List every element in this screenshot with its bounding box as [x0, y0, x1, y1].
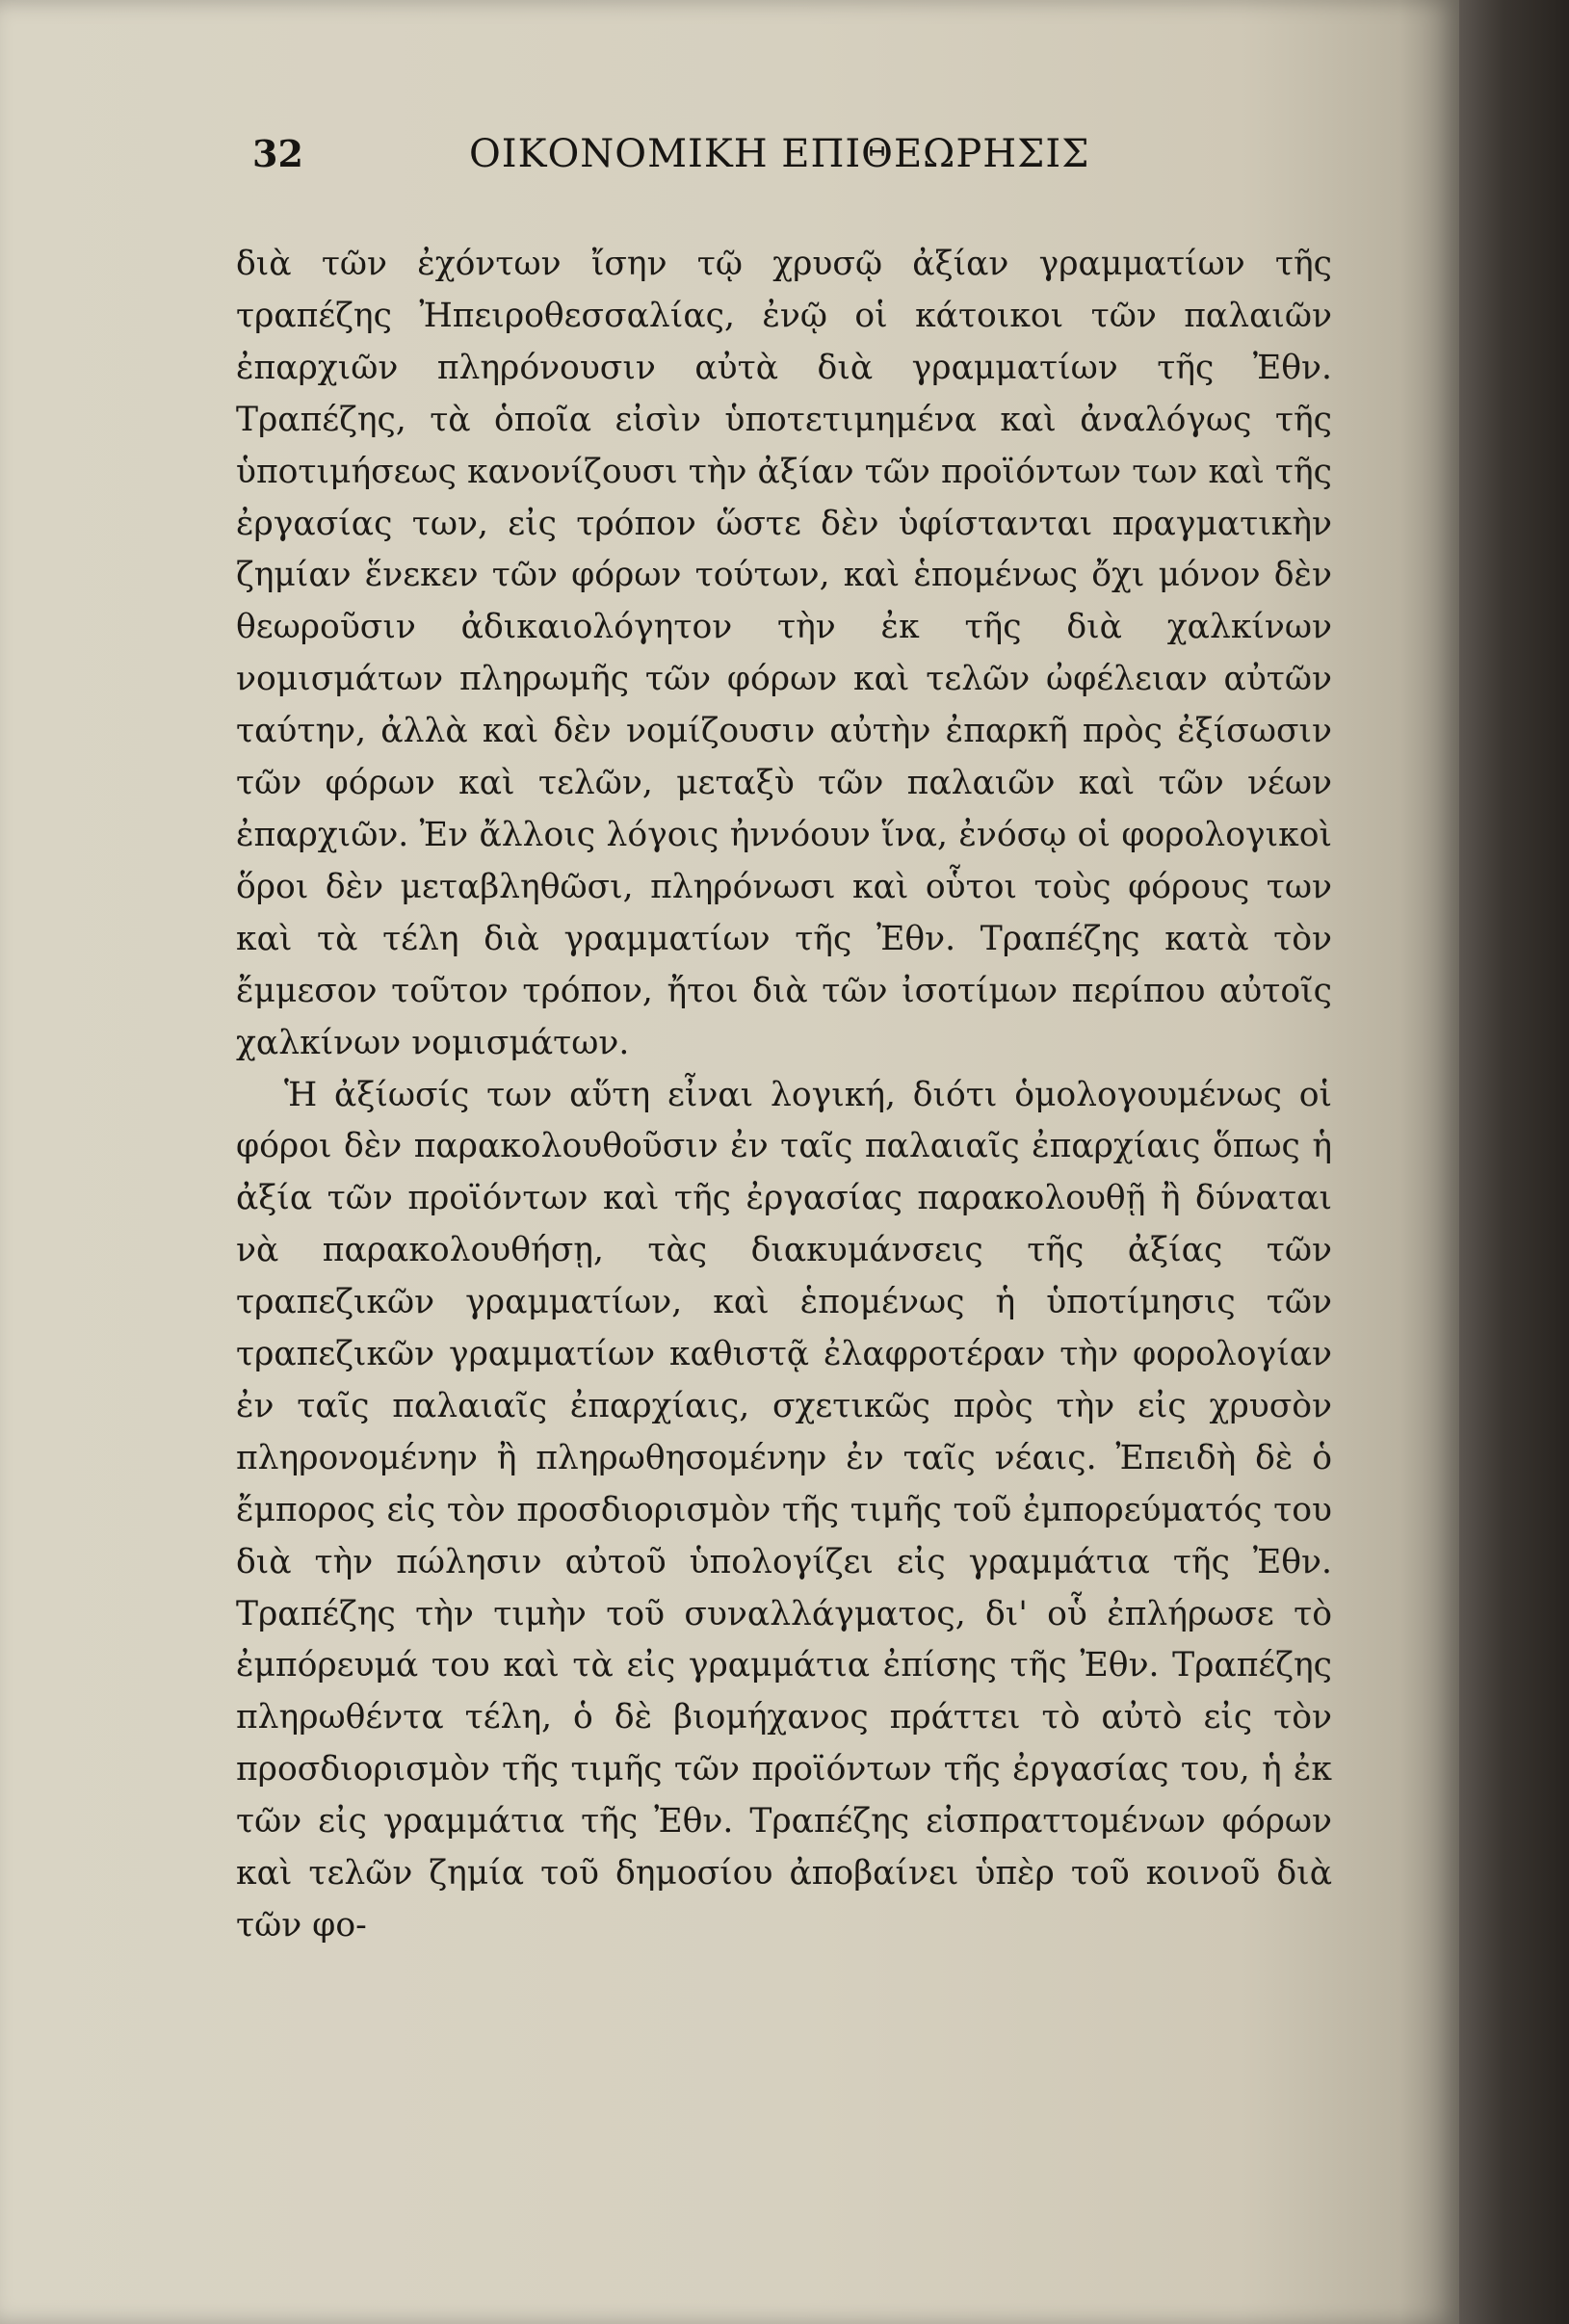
book-gutter [1459, 0, 1569, 2324]
paragraph: διὰ τῶν ἐχόντων ἴσην τῷ χρυσῷ ἀξίαν γραμματίων τῆς τραπέζης Ἠπειροθεσσαλίας, ἐνῷ οἱ κάτοικοι τῶν παλαιῶν ἐπαρχιῶν πληρόνουσιν αὐτὰ διὰ γραμματίων τῆς Ἐθν. Τραπέζης, τὰ ὁποῖα εἰσὶν ὑποτετιμημένα καὶ ἀναλόγως τῆς ὑποτιμήσεως κανονίζουσι τὴν ἀξίαν τῶν προϊόντων των καὶ τῆς ἐργασίας των, εἰς τρόπον ὥστε δὲν ὑφίστανται πραγματικὴν ζημίαν ἕνεκεν τῶν φόρων τούτων, καὶ ἑπομένως ὄχι μόνον δὲν θεωροῦσιν ἀδικαιολόγητον τὴν ἐκ τῆς διὰ χαλκίνων νομισμάτων πληρωμῆς τῶν φόρων καὶ τελῶν ὠφέλειαν αὐτῶν ταύτην, ἀλλὰ καὶ δὲν νομίζουσιν αὐτὴν ἐπαρκῆ πρὸς ἐξίσωσιν τῶν φόρων καὶ τελῶν, μεταξὺ τῶν παλαιῶν καὶ τῶν νέων ἐπαρχιῶν. Ἐν ἄλλοις λόγοις ἠννόουν ἵνα, ἐνόσῳ οἱ φορολογικοὶ ὅροι δὲν μεταβληθῶσι, πληρόνωσι καὶ οὗτοι τοὺς φόρους των καὶ τὰ τέλη διὰ γραμματίων τῆς Ἐθν. Τραπέζης κατὰ τὸν ἔμμεσον τοῦτον τρόπον, ἤτοι διὰ τῶν ἰσοτίμων περίπου αὐτοῖς χαλκίνων νομισμάτων. [236, 245, 1332, 1062]
page-header [252, 125, 1148, 193]
running-head: ΟΙΚΟΝΟΜΙΚΗ ΕΠΙΘΕΩΡΗΣΙΣ [469, 132, 1090, 176]
page-number: 32 [252, 132, 303, 175]
paragraph: Ἡ ἀξίωσίς των αὕτη εἶναι λογική, διότι ὁμολογουμένως οἱ φόροι δὲν παρακολουθοῦσιν ἐν ταῖς παλαιαῖς ἐπαρχίαις ὅπως ἡ ἀξία τῶν προϊόντων καὶ τῆς ἐργασίας παρακολουθῇ ἢ δύναται νὰ παρακολουθήσῃ, τὰς διακυμάνσεις τῆς ἀξίας τῶν τραπεζικῶν γραμματίων, καὶ ἑπομένως ἡ ὑποτίμησις τῶν τραπεζικῶν γραμματίων καθιστᾷ ἐλαφροτέραν τὴν φορολογίαν ἐν ταῖς παλαιαῖς ἐπαρχίαις, σχετικῶς πρὸς τὴν εἰς χρυσὸν πληρονομένην ἢ πληρωθησομένην ἐν ταῖς νέαις. Ἐπειδὴ δὲ ὁ ἔμπορος εἰς τὸν προσδιορισμὸν τῆς τιμῆς τοῦ ἐμπορεύματός του διὰ τὴν πώλησιν αὐτοῦ ὑπολογίζει εἰς γραμμάτια τῆς Ἐθν. Τραπέζης τὴν τιμὴν τοῦ συναλλάγματος, δι' οὗ ἐπλήρωσε τὸ ἐμπόρευμά του καὶ τὰ εἰς γραμμάτια ἐπίσης τῆς Ἐθν. Τραπέζης πληρωθέντα τέλη, ὁ δὲ βιομήχανος πράττει τὸ αὐτὸ εἰς τὸν προσδιορισμὸν τῆς τιμῆς τῶν προϊόντων τῆς ἐργασίας του, ἡ ἐκ τῶν εἰς γραμμάτια τῆς Ἐθν. Τραπέζης εἰσπραττομένων φόρων καὶ τελῶν ζημία τοῦ δημοσίου ἀποβαίνει ὑπὲρ τοῦ κοινοῦ διὰ τῶν φο- [236, 1075, 1332, 1945]
body-text [236, 239, 1332, 1952]
